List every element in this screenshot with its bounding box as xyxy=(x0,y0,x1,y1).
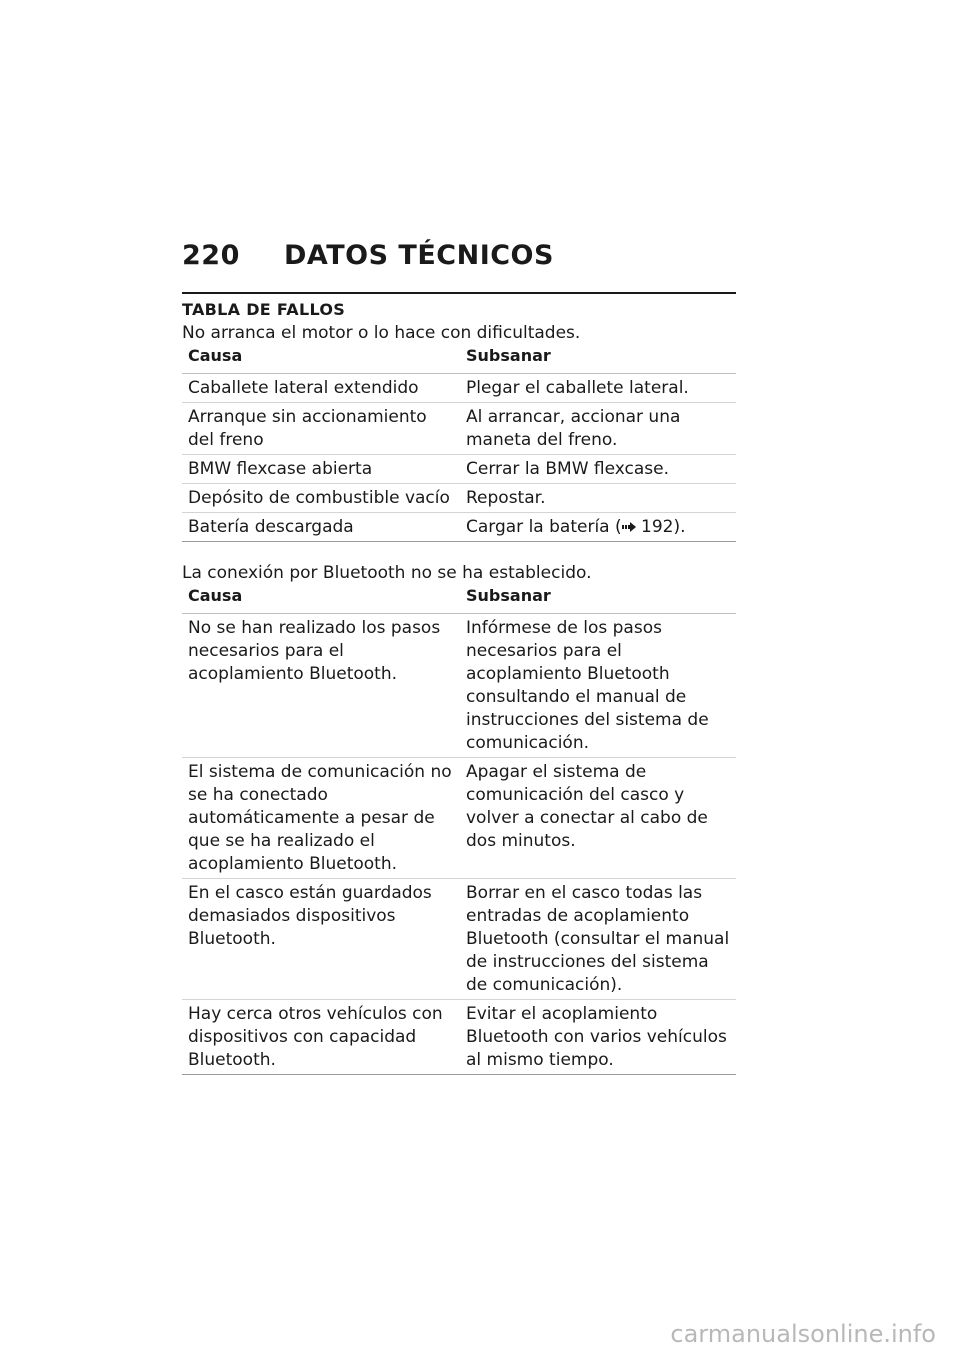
manual-page xyxy=(182,240,736,1075)
table-header-row xyxy=(182,344,736,374)
remedy-cell: Plegar el caballete lateral. xyxy=(460,374,736,403)
remedy-cell: Repostar. xyxy=(460,484,736,513)
cause-cell: Caballete lateral extendido xyxy=(182,374,460,403)
cause-cell: Arranque sin accionamiento del freno xyxy=(182,403,460,455)
section-title: TABLA DE FALLOS xyxy=(182,300,346,319)
table-header-row xyxy=(182,584,736,614)
remedy-cell: Infórmese de los pasos necesarios para el acoplamiento Bluetooth consultando el manual de instrucciones del sistema de comunicación. xyxy=(460,614,736,758)
remedy-cell: Cerrar la BMW flexcase. xyxy=(460,455,736,484)
table-row xyxy=(182,403,736,455)
cause-cell: No se han realizado los pasos necesarios para el acoplamiento Bluetooth. xyxy=(182,614,460,758)
cause-cell: Hay cerca otros vehículos con dispositivos con capacidad Bluetooth. xyxy=(182,1000,460,1075)
remedy-text: Cargar la batería ( xyxy=(466,517,622,537)
cause-cell: En el casco están guardados demasiados dispositivos Bluetooth. xyxy=(182,879,460,1000)
remedy-cell: Evitar el acoplamiento Bluetooth con varios vehículos al mismo tiempo. xyxy=(460,1000,736,1075)
fault-table-bluetooth xyxy=(182,584,736,1075)
table-row xyxy=(182,1000,736,1075)
column-header-cause: Causa xyxy=(182,584,460,614)
table-row xyxy=(182,513,736,542)
page-header xyxy=(182,240,736,284)
fault-table-engine xyxy=(182,344,736,542)
column-header-remedy: Subsanar xyxy=(460,584,736,614)
cause-cell: BMW flexcase abierta xyxy=(182,455,460,484)
site-watermark: carmanualsonline.info xyxy=(670,1320,936,1348)
cause-cell: El sistema de comunicación no se ha conectado automáticamente a pesar de que se ha realizado el acoplamiento Bluetooth. xyxy=(182,758,460,879)
cause-cell: Depósito de combustible vacío xyxy=(182,484,460,513)
remedy-cell xyxy=(460,513,736,542)
remedy-cell: Al arrancar, accionar una maneta del freno. xyxy=(460,403,736,455)
remedy-cell: Borrar en el casco todas las entradas de acoplamiento Bluetooth (consultar el manual de instrucciones del sistema de comunicación). xyxy=(460,879,736,1000)
header-divider xyxy=(182,292,736,294)
chapter-title: DATOS TÉCNICOS xyxy=(284,240,554,271)
remedy-text-suffix: ). xyxy=(673,517,686,537)
table-row xyxy=(182,614,736,758)
table-row xyxy=(182,879,736,1000)
table-row xyxy=(182,484,736,513)
table-row xyxy=(182,455,736,484)
arrow-right-icon xyxy=(622,522,636,532)
table-row xyxy=(182,758,736,879)
table2-intro: La conexión por Bluetooth no se ha establecido. xyxy=(182,563,592,583)
cause-cell: Batería descargada xyxy=(182,513,460,542)
page-reference-link[interactable]: 192 xyxy=(641,517,674,537)
table1-intro: No arranca el motor o lo hace con dificultades. xyxy=(182,323,581,343)
remedy-cell: Apagar el sistema de comunicación del casco y volver a conectar al cabo de dos minutos. xyxy=(460,758,736,879)
table-row xyxy=(182,374,736,403)
column-header-cause: Causa xyxy=(182,344,460,374)
column-header-remedy: Subsanar xyxy=(460,344,736,374)
page-number: 220 xyxy=(182,240,240,271)
